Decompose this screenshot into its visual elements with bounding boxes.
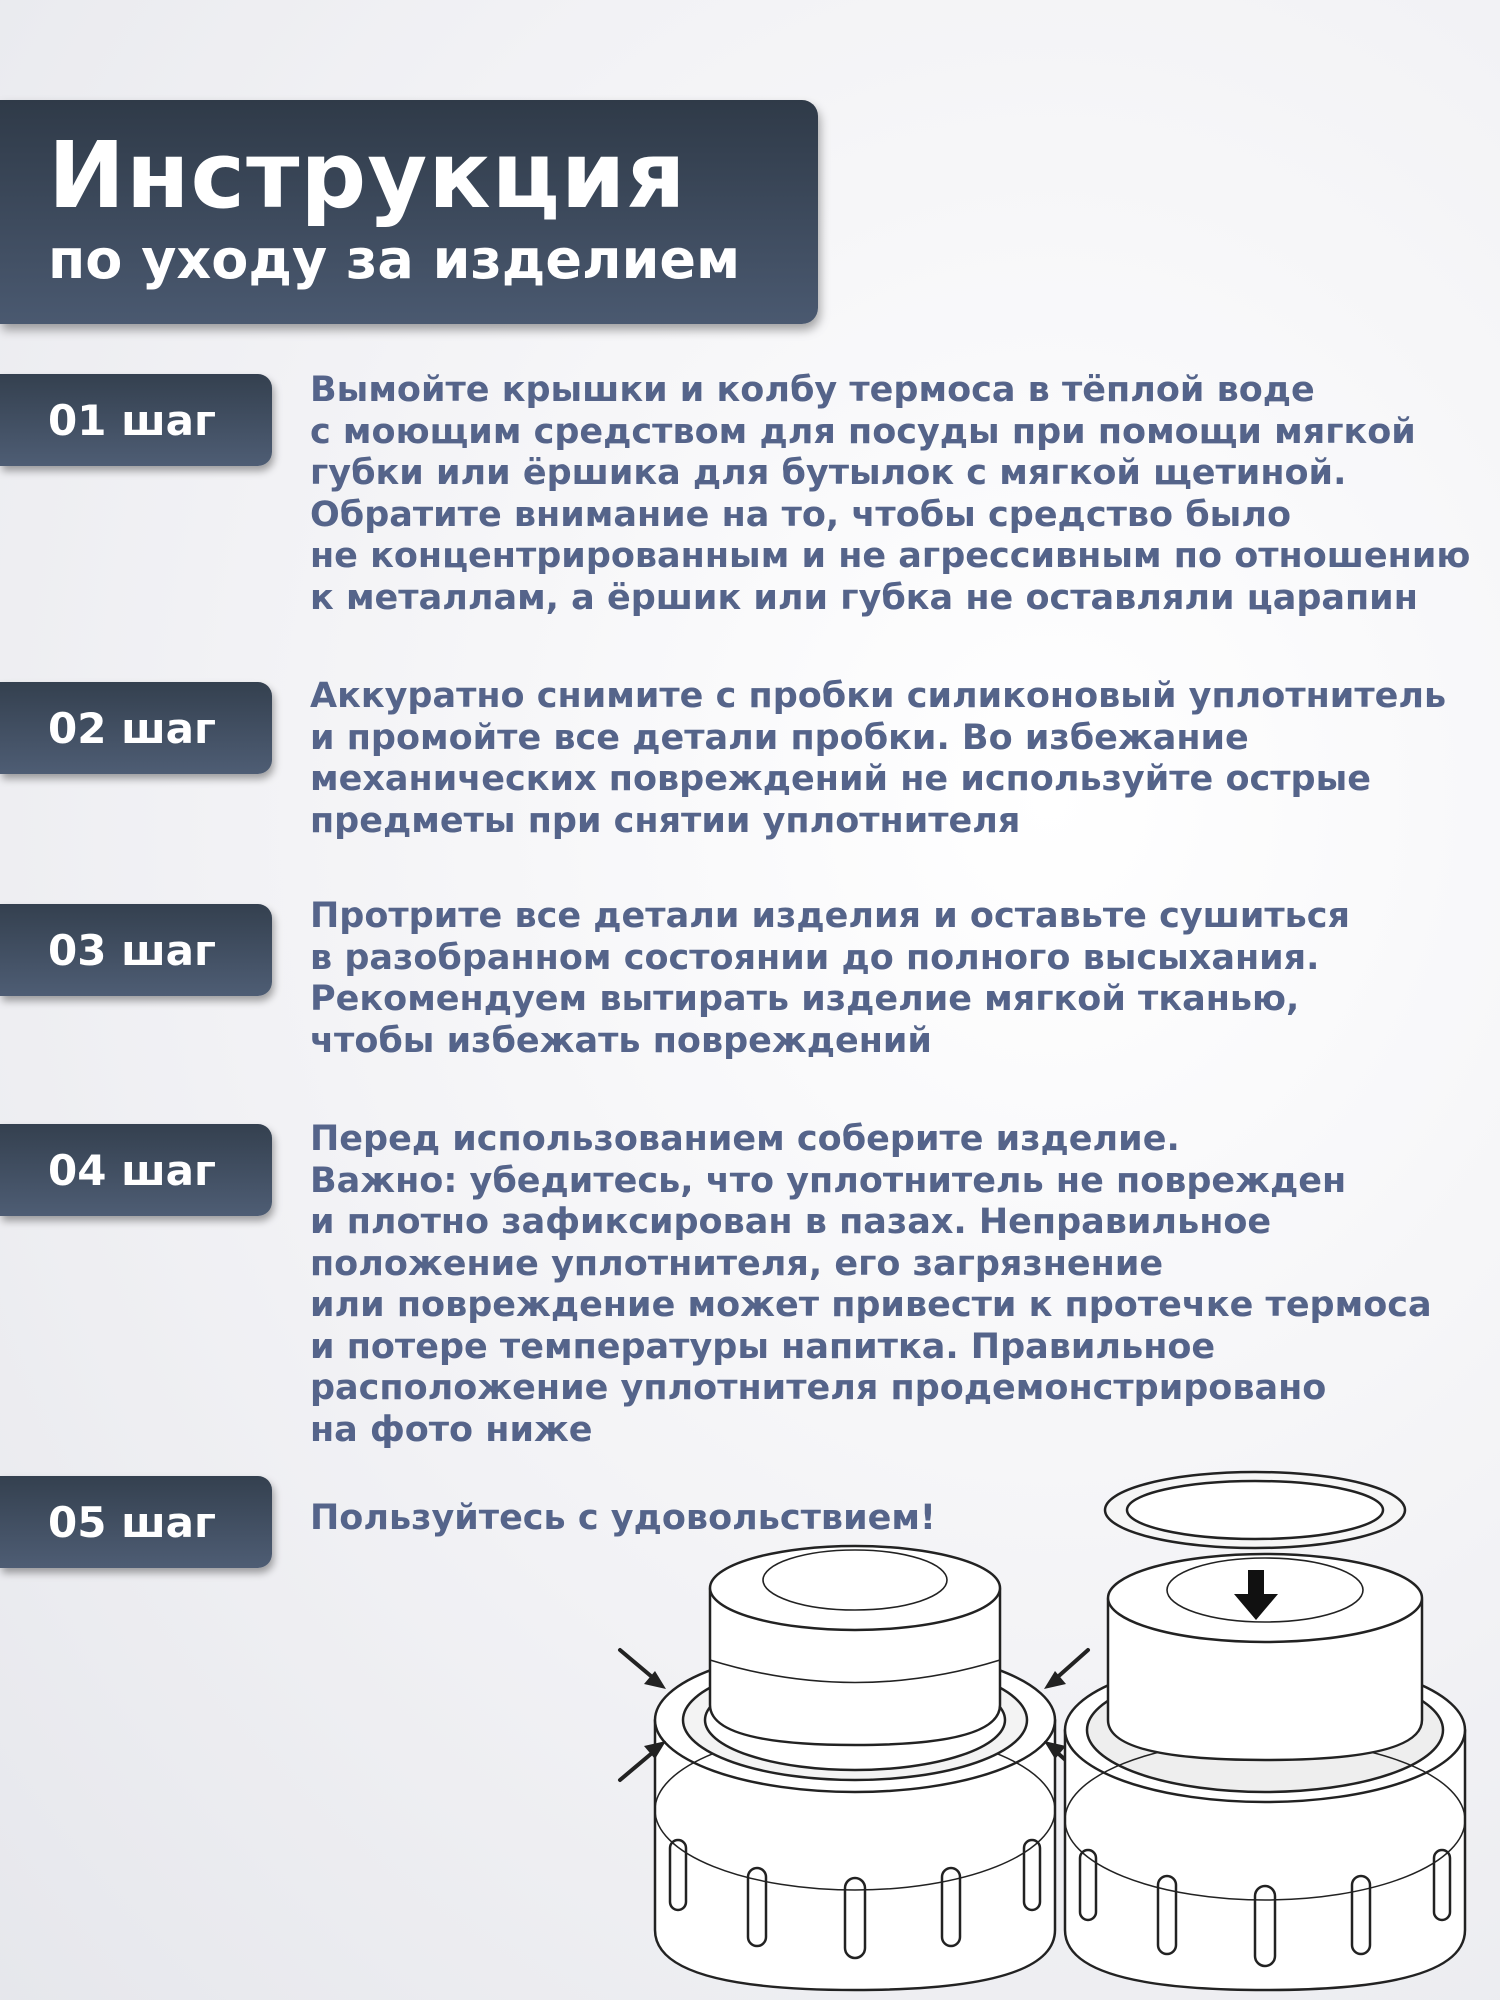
- text-line: и плотно зафиксирован в пазах. Неправильное: [310, 1202, 1272, 1242]
- text-line: Пользуйтесь с удовольствием!: [310, 1498, 936, 1538]
- text-line: Рекомендуем вытирать изделие мягкой тканью,: [310, 979, 1300, 1019]
- text-line: и потере температуры напитка. Правильное: [310, 1326, 1216, 1367]
- text-line: механических повреждений не используйте острые: [310, 759, 1371, 799]
- text-line: Важно: убедитесь, что уплотнитель не поврежден: [310, 1160, 1347, 1201]
- step-1-badge: 01 шаг: [0, 374, 272, 466]
- text-line: предметы при снятии уплотнителя: [310, 800, 1021, 841]
- text-line: Перед использованием соберите изделие.: [310, 1119, 1180, 1159]
- step-5-badge: 05 шаг: [0, 1476, 272, 1568]
- step-1-text: [310, 370, 1480, 619]
- text-line: и промойте все детали пробки. Во избежание: [310, 717, 1249, 758]
- step-2-text: [310, 676, 1480, 842]
- text-line: не концентрированным и не агрессивным по отношению: [310, 536, 1471, 576]
- step-3-badge: 03 шаг: [0, 904, 272, 996]
- text-line: Протрите все детали изделия и оставьте сушиться: [310, 896, 1351, 936]
- step-4-badge: 04 шаг: [0, 1124, 272, 1216]
- title-banner: [0, 100, 818, 324]
- stopper-with-seal-drawing: [620, 1546, 1088, 1990]
- text-line: губки или ёршика для бутылок с мягкой щетиной.: [310, 453, 1347, 493]
- text-line: в разобранном состоянии до полного высыхания.: [310, 937, 1320, 978]
- stopper-seal-removed-drawing: [1065, 1472, 1465, 1990]
- text-line: на фото ниже: [310, 1409, 593, 1450]
- stopper-seal-illustration: [600, 1470, 1500, 2000]
- step-4-text: [310, 1119, 1480, 1451]
- text-line: Аккуратно снимите с пробки силиконовый уплотнитель: [310, 676, 1447, 716]
- page-title: Инструкция: [48, 122, 687, 229]
- text-line: расположение уплотнителя продемонстрировано: [310, 1368, 1327, 1408]
- page-subtitle: по уходу за изделием: [48, 228, 741, 291]
- text-line: с моющим средством для посуды при помощи мягкой: [310, 411, 1416, 452]
- text-line: Обратите внимание на то, чтобы средство было: [310, 494, 1292, 535]
- text-line: к металлам, а ёршик или губка не оставляли царапин: [310, 577, 1418, 618]
- text-line: положение уплотнителя, его загрязнение: [310, 1243, 1164, 1284]
- text-line: чтобы избежать повреждений: [310, 1020, 932, 1061]
- text-line: или повреждение может привести к протечке термоса: [310, 1285, 1432, 1325]
- step-3-text: [310, 896, 1480, 1062]
- text-line: Вымойте крышки и колбу термоса в тёплой воде: [310, 370, 1315, 410]
- step-2-badge: 02 шаг: [0, 682, 272, 774]
